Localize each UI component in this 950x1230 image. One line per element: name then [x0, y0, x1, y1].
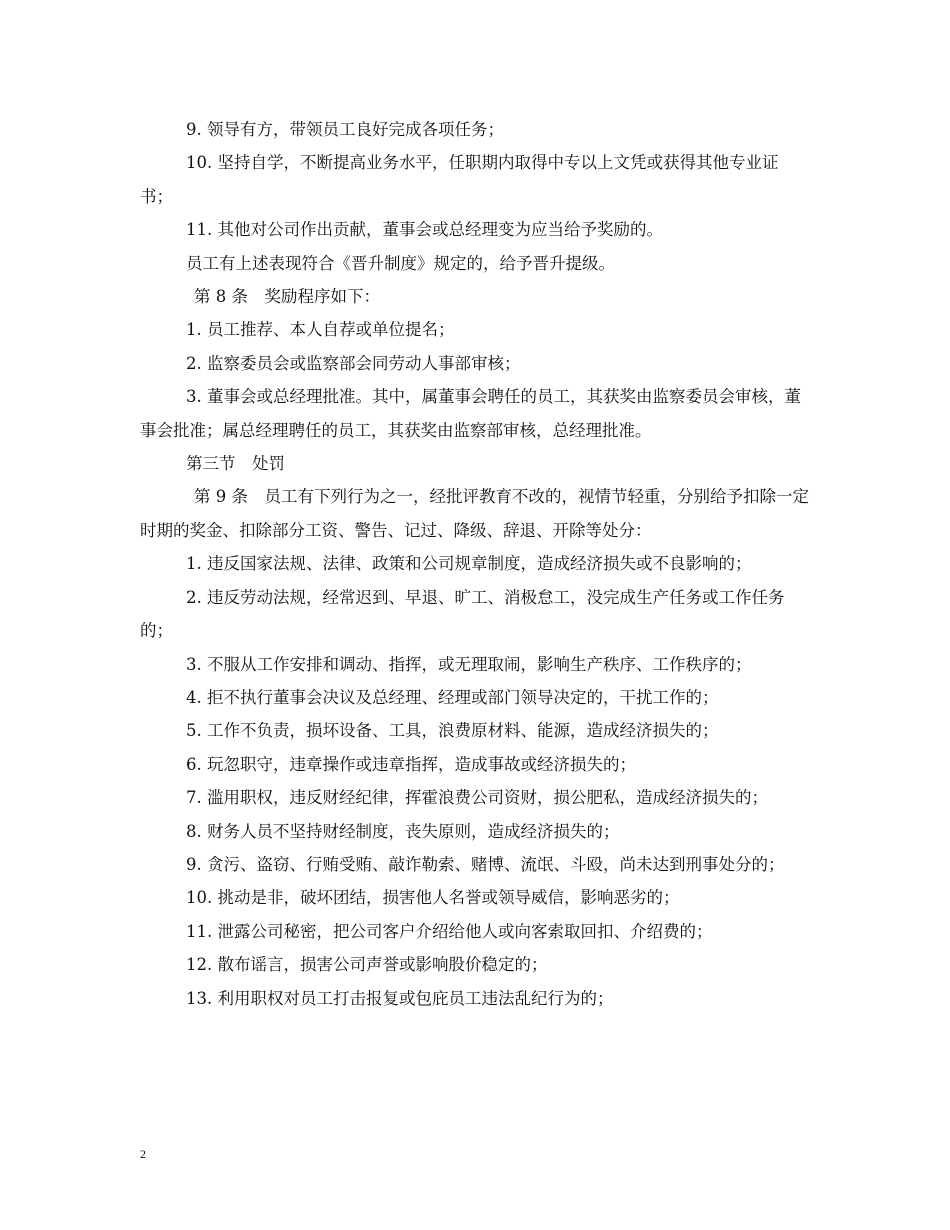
page-number: 2 [140, 1147, 146, 1161]
penalty-item-13: 13. 利用职权对员工打击报复或包庇员工违法乱纪行为的； [186, 988, 614, 1008]
clause-item-9-leadership: 9. 领导有方，带领员工良好完成各项任务； [186, 120, 504, 139]
clause-item-10-self-study: 10. 坚持自学，不断提高业务水平，任职期内取得中专以上文凭或获得其他专业证书； [140, 153, 779, 206]
penalty-item-1: 1. 违反国家法规、法律、政策和公司规章制度，造成经济损失或不良影响的； [186, 554, 752, 574]
reward-step-1: 1. 员工推荐、本人自荐或单位提名； [186, 320, 455, 340]
promotion-note: 员工有上述表现符合《晋升制度》规定的，给予晋升提级。 [186, 253, 615, 273]
article-8-heading: 第 8 条 奖励程序如下： [194, 287, 380, 307]
article-9-heading: 第 9 条 员工有下列行为之一，经批评教育不改的，视情节轻重，分别给予扣除一定时期的奖金、扣除部分工资、警告、记过、降级、辞退、开除等处分： [140, 487, 809, 540]
penalty-item-10: 10. 挑动是非，破坏团结，损害他人名誉或领导威信，影响恶劣的； [186, 888, 680, 908]
penalty-item-3: 3. 不服从工作安排和调动、指挥，或无理取闹，影响生产秩序、工作秩序的； [186, 654, 752, 674]
penalty-item-6: 6. 玩忽职守，违章操作或违章指挥，造成事故或经济损失的； [186, 754, 636, 774]
clause-item-11-other-contribution: 11. 其他对公司作出贡献，董事会或总经理变为应当给予奖励的。 [186, 220, 663, 240]
penalty-item-2: 2. 违反劳动法规，经常迟到、早退、旷工、消极怠工，没完成生产任务或工作任务的； [140, 587, 785, 641]
penalty-item-9: 9. 贪污、盗窃、行贿受贿、敲诈勒索、赌博、流氓、斗殴，尚未达到刑事处分的； [186, 854, 785, 874]
reward-step-2: 2. 监察委员会或监察部会同劳动人事部审核； [186, 353, 521, 373]
penalty-item-8: 8. 财务人员不坚持财经制度，丧失原则，造成经济损失的； [186, 821, 620, 841]
penalty-item-7: 7. 滥用职权，违反财经纪律，挥霍浪费公司资财，损公肥私，造成经济损失的； [186, 788, 768, 808]
reward-step-3: 3. 董事会或总经理批准。其中，属董事会聘任的员工，其获奖由监察委员会审核，董事会批准；属总经理聘任的员工，其获奖由监察部审核，总经理批准。 [140, 387, 801, 440]
section-3-heading: 第三节 处罚 [186, 454, 285, 474]
penalty-item-5: 5. 工作不负责，损坏设备、工具，浪费原材料、能源，造成经济损失的； [186, 721, 719, 741]
penalty-item-11: 11. 泄露公司秘密，把公司客户介绍给他人或向客索取回扣、介绍费的； [186, 921, 713, 941]
penalty-item-4: 4. 拒不执行董事会决议及总经理、经理或部门领导决定的，干扰工作的； [186, 687, 719, 707]
penalty-item-12: 12. 散布谣言，损害公司声誉或影响股价稳定的； [186, 955, 548, 975]
document-body [140, 113, 810, 1015]
